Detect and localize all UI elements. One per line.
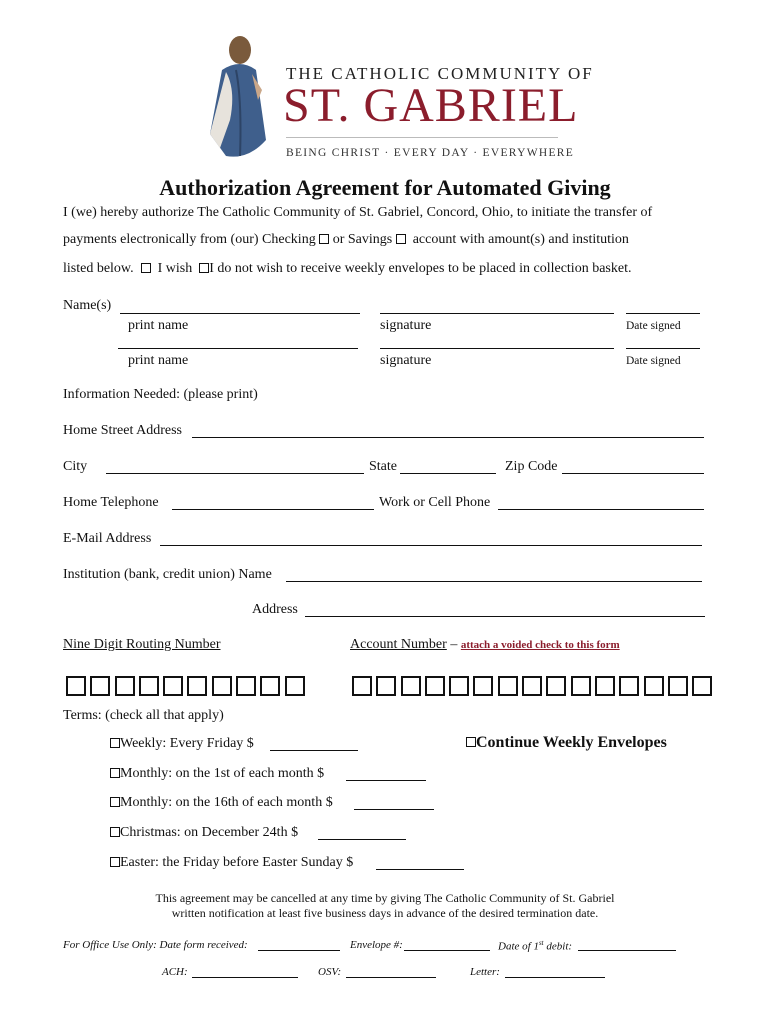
org-name: ST. GABRIEL	[283, 79, 579, 132]
intro-line3: listed below. I wish I do not wish to receive weekly envelopes to be placed in collection basket.	[63, 261, 632, 276]
institution-address-field[interactable]	[305, 616, 705, 617]
office-received-label: For Office Use Only: Date form received:	[63, 939, 248, 951]
names-label: Name(s)	[63, 298, 112, 313]
email-label: E-Mail Address	[63, 531, 152, 546]
account-digit-box[interactable]	[376, 676, 396, 696]
cancel-note-line1: This agreement may be cancelled at any time by giving The Catholic Community of St. Gabriel	[155, 891, 615, 905]
office-osv-field[interactable]	[346, 977, 436, 978]
account-digit-box[interactable]	[473, 676, 493, 696]
intro-line1: I (we) hereby authorize The Catholic Community of St. Gabriel, Concord, Ohio, to initiate the transfer of	[63, 205, 653, 220]
account-digit-box[interactable]	[449, 676, 469, 696]
routing-digit-box[interactable]	[90, 676, 110, 696]
office-ach-field[interactable]	[192, 977, 298, 978]
email-field[interactable]	[160, 545, 702, 546]
weekly-option[interactable]: Weekly: Every Friday $	[110, 736, 254, 752]
account-digit-box[interactable]	[498, 676, 518, 696]
monthly-1st-amount-field[interactable]	[346, 780, 426, 781]
office-envelope-label: Envelope #:	[350, 939, 403, 951]
routing-digit-box[interactable]	[66, 676, 86, 696]
voided-check-note: attach a voided check to this form	[460, 639, 620, 651]
office-first-debit-label: Date of 1st debit:	[498, 939, 573, 953]
state-field[interactable]	[400, 473, 496, 474]
continue-envelopes-option[interactable]: Continue Weekly Envelopes	[466, 734, 667, 752]
institution-field[interactable]	[286, 581, 702, 582]
org-tagline: BEING CHRIST · EVERY DAY · EVERYWHERE	[286, 147, 575, 159]
work-phone-field[interactable]	[498, 509, 704, 510]
account-label-row: Account Number – attach a voided check to this form	[350, 637, 620, 652]
institution-label: Institution (bank, credit union) Name	[63, 567, 272, 582]
org-line1: THE CATHOLIC COMMUNITY OF	[286, 64, 594, 83]
weekly-checkbox[interactable]	[110, 738, 120, 748]
zip-field[interactable]	[562, 473, 704, 474]
print-name-caption: print name	[128, 318, 189, 333]
monthly-1st-option[interactable]: Monthly: on the 1st of each month $	[110, 766, 324, 782]
date-signed-1-field[interactable]	[626, 313, 700, 314]
easter-option[interactable]: Easter: the Friday before Easter Sunday $	[110, 855, 353, 871]
date-signed-caption: Date signed	[626, 355, 681, 367]
continue-envelopes-checkbox[interactable]	[466, 737, 476, 747]
office-letter-field[interactable]	[505, 977, 605, 978]
routing-digit-box[interactable]	[212, 676, 232, 696]
weekly-amount-field[interactable]	[270, 750, 358, 751]
wish-envelopes-checkbox[interactable]	[141, 263, 151, 273]
logo	[196, 30, 280, 165]
routing-digit-box[interactable]	[236, 676, 256, 696]
account-digit-box[interactable]	[522, 676, 542, 696]
christ-figure-icon	[196, 30, 280, 165]
account-digit-box[interactable]	[571, 676, 591, 696]
signature-caption: signature	[380, 318, 432, 333]
christmas-checkbox[interactable]	[110, 827, 120, 837]
signature-2-field[interactable]	[380, 348, 614, 349]
christmas-amount-field[interactable]	[318, 839, 406, 840]
office-osv-label: OSV:	[318, 966, 342, 978]
account-digit-box[interactable]	[401, 676, 421, 696]
form-title: Authorization Agreement for Automated Giving	[159, 175, 611, 200]
routing-digit-box[interactable]	[163, 676, 183, 696]
routing-digit-box[interactable]	[115, 676, 135, 696]
routing-digit-box[interactable]	[260, 676, 280, 696]
intro-line2: payments electronically from (our) Checking or Savings account with amount(s) and institution	[63, 232, 629, 247]
home-phone-field[interactable]	[172, 509, 374, 510]
christmas-option[interactable]: Christmas: on December 24th $	[110, 825, 298, 841]
office-received-field[interactable]	[258, 950, 340, 951]
work-phone-label: Work or Cell Phone	[379, 495, 491, 510]
account-number-boxes[interactable]	[352, 676, 716, 701]
address-label: Address	[252, 602, 298, 617]
terms-heading: Terms: (check all that apply)	[63, 708, 224, 723]
office-letter-label: Letter:	[470, 966, 500, 978]
routing-label: Nine Digit Routing Number	[63, 637, 221, 652]
routing-digit-box[interactable]	[187, 676, 207, 696]
print-name-1-field[interactable]	[120, 313, 360, 314]
monthly-1st-checkbox[interactable]	[110, 768, 120, 778]
city-label: City	[63, 459, 88, 474]
no-envelopes-checkbox[interactable]	[199, 263, 209, 273]
monthly-16th-option[interactable]: Monthly: on the 16th of each month $	[110, 795, 333, 811]
account-digit-box[interactable]	[619, 676, 639, 696]
state-label: State	[369, 459, 397, 474]
monthly-16th-checkbox[interactable]	[110, 797, 120, 807]
easter-amount-field[interactable]	[376, 869, 464, 870]
signature-caption: signature	[380, 353, 432, 368]
account-digit-box[interactable]	[425, 676, 445, 696]
home-street-field[interactable]	[192, 437, 704, 438]
account-digit-box[interactable]	[595, 676, 615, 696]
savings-checkbox[interactable]	[396, 234, 406, 244]
account-digit-box[interactable]	[692, 676, 712, 696]
home-street-label: Home Street Address	[63, 423, 182, 438]
account-digit-box[interactable]	[668, 676, 688, 696]
routing-digit-box[interactable]	[139, 676, 159, 696]
account-digit-box[interactable]	[546, 676, 566, 696]
checking-checkbox[interactable]	[319, 234, 329, 244]
account-digit-box[interactable]	[352, 676, 372, 696]
account-digit-box[interactable]	[644, 676, 664, 696]
city-field[interactable]	[106, 473, 364, 474]
signature-1-field[interactable]	[380, 313, 614, 314]
zip-label: Zip Code	[505, 459, 558, 474]
date-signed-caption: Date signed	[626, 320, 681, 332]
print-name-2-field[interactable]	[118, 348, 358, 349]
home-phone-label: Home Telephone	[63, 495, 159, 510]
date-signed-2-field[interactable]	[626, 348, 700, 349]
routing-number-boxes[interactable]	[66, 676, 309, 701]
easter-checkbox[interactable]	[110, 857, 120, 867]
print-name-caption: print name	[128, 353, 189, 368]
monthly-16th-amount-field[interactable]	[354, 809, 434, 810]
office-ach-label: ACH:	[162, 966, 188, 978]
info-heading: Information Needed: (please print)	[63, 387, 258, 402]
office-first-debit-field[interactable]	[578, 950, 676, 951]
cancel-note-line2: written notification at least five business days in advance of the desired termination date.	[171, 906, 599, 920]
routing-digit-box[interactable]	[285, 676, 305, 696]
office-envelope-field[interactable]	[404, 950, 490, 951]
logo-divider	[286, 137, 558, 138]
